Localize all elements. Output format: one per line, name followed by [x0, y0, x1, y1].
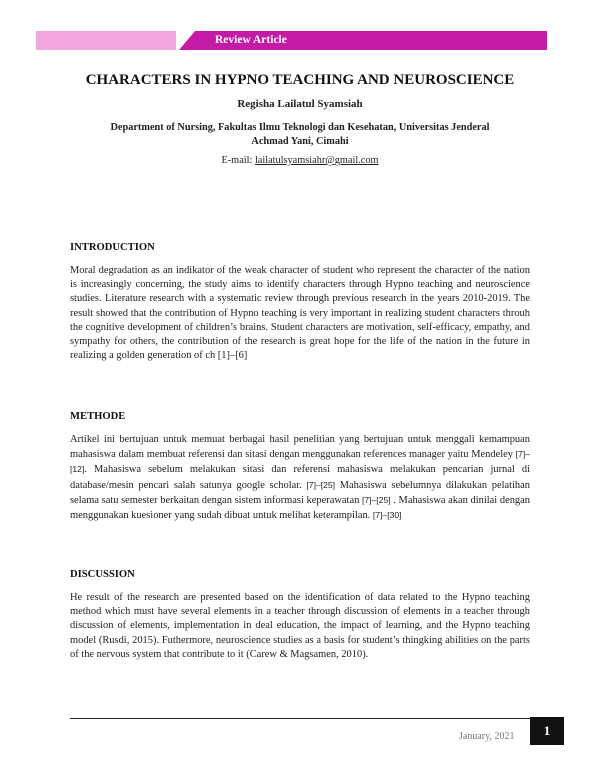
methode-text-4: . Mahasiswa akan dinilai dengan menggunakan kuesioner yang sudah dibuat untuk melihat keterampilan.	[70, 494, 530, 522]
footer-date: January, 2021	[459, 731, 515, 742]
article-type-label: Review Article	[215, 34, 287, 46]
citation[interactable]: [7]–[25]	[361, 494, 391, 505]
methode-text-1: Artikel ini bertujuan untuk memuat berbagai hasil penelitian yang bertujuan untuk menggali kemampuan mahasiswa dalam membuat referensi dan sitasi dengan menggunakan references manager yaitu Mendeley	[70, 434, 530, 461]
page-number: 1	[530, 717, 564, 745]
introduction-paragraph: Moral degradation as an indikator of the weak character of student who represent the character of the nation is increasingly concerning, the study aims to identify characters through Hypno teaching and neuroscience studies. Literature research with a systematic review through previous research in the years 2010-2019. The result showed that the contribution of Hypno teaching is very important in realizing student characters throuh the cognitive development of children’s brains. Student characters are motivation, self-efficacy, empathy, and sympathy for others, the contribution of the research is great hope for the life of the nation in the future in realizing a golden generation of ch [1]–[6]	[70, 265, 530, 362]
article-type-banner	[36, 31, 547, 50]
email-label: E-mail:	[221, 155, 255, 166]
methode-text-2: . Mahasiswa sebelum melakukan sitasi dan referensi mahasiswa melakukan pencarian jurnal di database/mesin pencari salah satunya google scholar.	[70, 464, 530, 491]
discussion-paragraph: He result of the research are presented based on the identification of data related to the Hypno teaching method which must have several elements in a teacher through discussion of elements in a teacher through discussion of elements, implementation in deal education, the impact of learning, and the Hypno teaching model (Rusdi, 2015). Futhermore, neuroscience studies as a basis for student’s thingking abilities on the parts of the nervous system that contribute to it (Carew & Magsamen, 2010).	[70, 592, 530, 660]
methode-heading: METHODE	[70, 411, 126, 422]
banner-light-segment	[36, 31, 176, 50]
citation[interactable]: [7]–[30]	[372, 510, 402, 521]
author-affiliation: Department of Nursing, Fakultas Ilmu Teknologi dan Kesehatan, Universitas Jenderal Achmad Yani, Cimahi	[110, 122, 490, 147]
methode-text-3: Mahasiswa sebelumnya dilakukan pelatihan selama satu semester berkaitan dengan sistem informasi keperawatan	[70, 479, 530, 506]
citation[interactable]: [7]–[25]	[306, 479, 336, 490]
discussion-heading: DISCUSSION	[70, 569, 135, 580]
footer-divider	[70, 718, 530, 719]
citation[interactable]: [7]–[12]	[70, 449, 530, 475]
paper-title: CHARACTERS IN HYPNO TEACHING AND NEUROSCIENCE	[85, 72, 515, 88]
methode-paragraph	[70, 433, 530, 523]
introduction-heading: INTRODUCTION	[70, 242, 155, 253]
author-email	[0, 155, 600, 166]
author-name: Regisha Lailatul Syamsiah	[237, 98, 363, 110]
email-address-link[interactable]: lailatulsyamsiahr@gmail.com	[254, 155, 379, 166]
